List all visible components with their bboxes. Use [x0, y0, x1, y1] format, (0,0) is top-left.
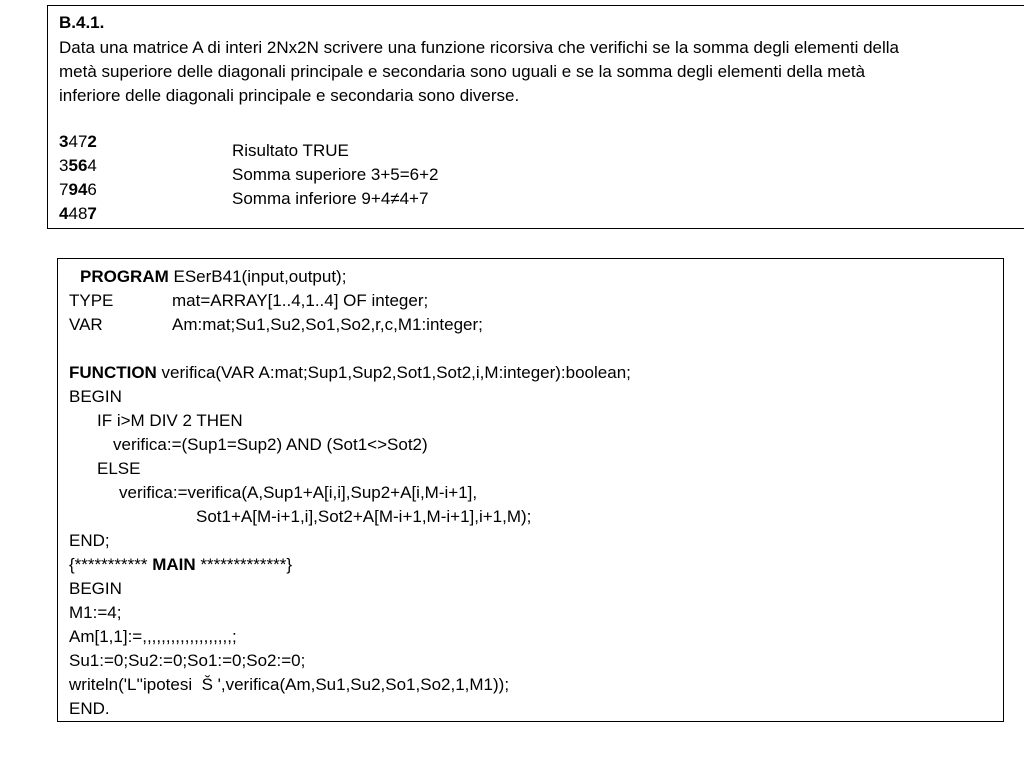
- result-line-1: Risultato TRUE: [232, 141, 349, 160]
- code-line-end-program: END.: [69, 699, 110, 718]
- exercise-box: [47, 5, 1024, 229]
- description-line-3: inferiore delle diagonali principale e secondaria sono diverse.: [59, 86, 520, 105]
- code-line-program: PROGRAM ESerB41(input,output);: [80, 267, 347, 286]
- code-line-main-comment: {*********** MAIN *************}: [69, 555, 293, 574]
- code-line-m1-assign: M1:=4;: [69, 603, 122, 622]
- code-line-recursive-args: Sot1+A[M-i+1,i],Sot2+A[M-i+1,M-i+1],i+1,M);: [196, 507, 532, 526]
- code-line-if: IF i>M DIV 2 THEN: [97, 411, 243, 430]
- code-line-recursive-call: verifica:=verifica(A,Sup1+A[i,i],Sup2+A[i,M-i+1],: [119, 483, 478, 502]
- code-line-function: FUNCTION verifica(VAR A:mat;Sup1,Sup2,Sot1,Sot2,i,M:integer):boolean;: [69, 363, 631, 382]
- code-line-writeln: writeln('L''ipotesi Š ',verifica(Am,Su1,Su2,So1,So2,1,M1));: [69, 675, 510, 694]
- code-line-type-kw: TYPE: [69, 291, 114, 310]
- code-line-begin: BEGIN: [69, 387, 122, 406]
- result-line-3: Somma inferiore 9+4≠4+7: [232, 189, 429, 208]
- code-line-end-function: END;: [69, 531, 110, 550]
- matrix-row-3: 7946: [59, 180, 97, 199]
- code-line-var-kw: VAR: [69, 315, 103, 334]
- code-line-main-begin: BEGIN: [69, 579, 122, 598]
- code-box: [57, 258, 1004, 722]
- description-line-2: metà superiore delle diagonali principale e secondaria sono uguali e se la somma degli elementi della metà: [59, 62, 866, 81]
- exercise-title: B.4.1.: [59, 13, 105, 32]
- description-line-1: Data una matrice A di interi 2Nx2N scrivere una funzione ricorsiva che verifichi se la somma degli elementi della: [59, 38, 899, 57]
- code-line-init-sums: Su1:=0;Su2:=0;So1:=0;So2:=0;: [69, 651, 306, 670]
- matrix-row-1: 3472: [59, 132, 97, 151]
- code-line-var-def: Am:mat;Su1,Su2,So1,So2,r,c,M1:integer;: [172, 315, 483, 334]
- matrix-row-2: 3564: [59, 156, 97, 175]
- code-line-am-assign: Am[1,1]:=,,,,,,,,,,,,,,,,,,,;: [69, 627, 237, 646]
- code-line-else: ELSE: [97, 459, 141, 478]
- result-line-2: Somma superiore 3+5=6+2: [232, 165, 439, 184]
- matrix-row-4: 4487: [59, 204, 97, 223]
- code-line-type-def: mat=ARRAY[1..4,1..4] OF integer;: [172, 291, 429, 310]
- code-line-then-assign: verifica:=(Sup1=Sup2) AND (Sot1<>Sot2): [113, 435, 428, 454]
